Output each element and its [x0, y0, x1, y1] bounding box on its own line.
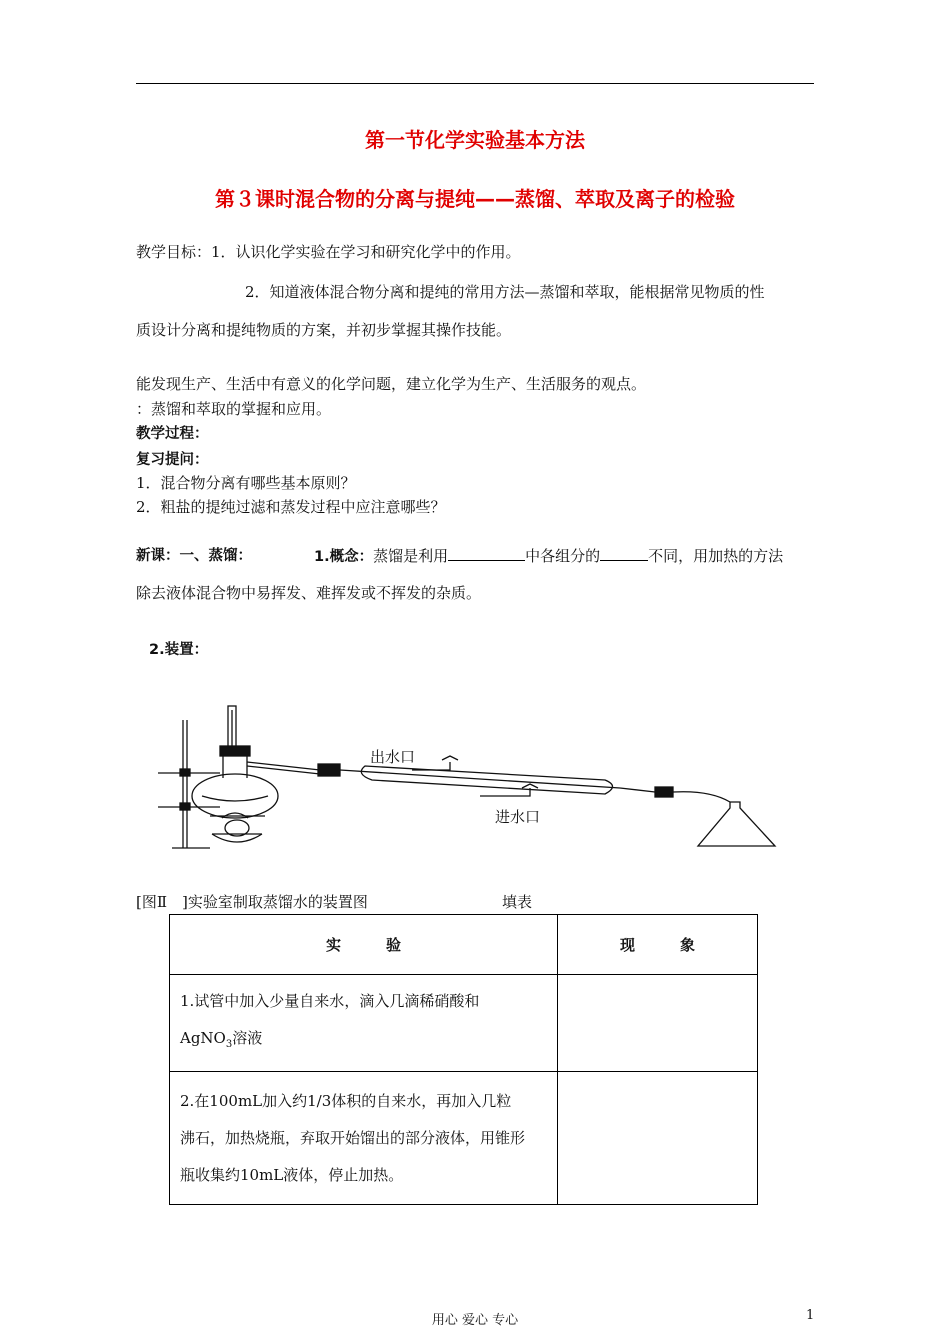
objective-2-line1: 2．知道液体混合物分离和提纯的常用方法—蒸馏和萃取，能根据常见物质的性 [245, 283, 765, 301]
formula-main: AgNO [180, 1029, 226, 1047]
phenomenon-1-cell[interactable] [558, 975, 758, 1072]
stopper [220, 746, 250, 756]
formula-tail: 溶液 [232, 1029, 263, 1047]
page-title: 第一节化学实验基本方法 [365, 128, 585, 152]
distillation-apparatus-diagram [150, 700, 790, 860]
adapter [673, 792, 730, 802]
header-rule [136, 83, 814, 84]
new-lesson-label [136, 545, 252, 566]
objective-1-text: 1．认识化学实验在学习和研究化学中的作用。 [211, 243, 521, 261]
figure-caption: [图Ⅱ ]实验室制取蒸馏水的装置图 [136, 893, 368, 911]
experiment-2-line2: 沸石，加热烧瓶，弃取开始馏出的部分液体，用锥形 [180, 1128, 526, 1147]
table-row [170, 1072, 758, 1205]
objective-3: 能发现生产、生活中有意义的化学问题，建立化学为生产、生活服务的观点。 [136, 375, 647, 393]
process-heading: 教学过程： [136, 426, 209, 442]
blank-2[interactable] [600, 545, 648, 561]
table-header-row [170, 915, 758, 975]
experiment-1-line2 [180, 1020, 545, 1063]
page-subtitle: 第３课时混合物的分离与提纯——蒸馏、萃取及离子的检验 [215, 187, 735, 211]
water-in-label: 进水口 [495, 808, 541, 826]
concept-line [314, 545, 783, 567]
adapter-stopper [655, 787, 673, 797]
device-label: 2.装置： [149, 642, 209, 658]
header-phenomenon: 现 象 [558, 915, 758, 975]
concept-part1: 蒸馏是利用 [373, 547, 449, 565]
key-point: ：蒸馏和萃取的掌握和应用。 [136, 400, 332, 418]
fill-table-label: 填表 [502, 893, 533, 911]
experiment-2-cell [170, 1072, 558, 1205]
experiment-1-cell [170, 975, 558, 1072]
objective-2-line2: 质设计分离和提纯物质的方案，并初步掌握其操作技能。 [136, 321, 512, 339]
water-out-label: 出水口 [370, 748, 416, 766]
footer-text: 用心 爱心 专心 [431, 1313, 519, 1328]
phenomenon-2-cell[interactable] [558, 1072, 758, 1205]
concept-part3: 不同，用加热的方法 [648, 547, 784, 565]
experiment-2-line3: 瓶收集约10mL液体，停止加热。 [180, 1165, 404, 1184]
experiment-table [169, 914, 758, 1205]
review-heading: 复习提问： [136, 452, 209, 468]
experiment-1-line1: 1.试管中加入少量自来水，滴入几滴稀硝酸和 [180, 992, 480, 1010]
concept-line-2: 除去液体混合物中易挥发、难挥发或不挥发的杂质。 [136, 584, 482, 602]
formula-subscript: 3 [225, 1039, 233, 1050]
review-question-2: 2．粗盐的提纯过滤和蒸发过程中应注意哪些？ [136, 498, 446, 516]
concept-part2: 中各组分的 [525, 547, 601, 565]
page-number: 1 [806, 1308, 815, 1323]
objective-1 [136, 242, 521, 262]
blank-1[interactable] [448, 545, 525, 561]
experiment-2-line1: 2.在100mL加入约1/3体积的自来水，再加入几粒 [180, 1091, 512, 1110]
header-experiment: 实 验 [170, 915, 558, 975]
connector [318, 764, 340, 776]
distillation-flask [192, 774, 278, 818]
new-lesson-heading: 新课：一、蒸馏： [136, 548, 252, 564]
objectives-label: 教学目标： [136, 243, 212, 261]
table-row [170, 975, 758, 1072]
conical-flask [698, 802, 775, 846]
concept-label: 1.概念： [314, 549, 374, 565]
review-question-1: 1．混合物分离有哪些基本原则？ [136, 474, 356, 492]
